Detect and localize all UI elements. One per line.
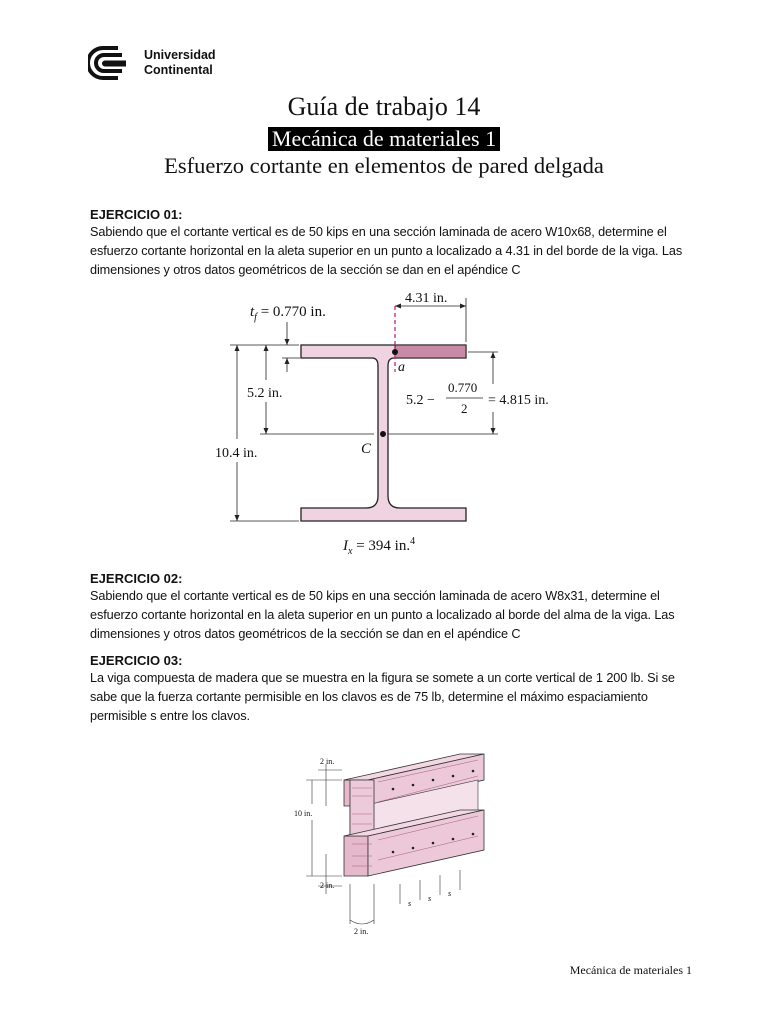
dim-bottom-label: 2 in. xyxy=(320,881,335,890)
tf-label: $t_f = 0.770$ in. xyxy=(250,304,326,323)
eq-numerator: 0.770 xyxy=(448,380,478,395)
exercise-2-text: Sabiendo que el cortante vertical es de 50 kips en una sección laminada de acero W8x31, determine el esfuerzo cortante horizontal en la aleta superior en un punto a localizado al borde del alma de la viga. Las dimensiones y otros datos geométricos de la sección se dan en el apéndice C xyxy=(90,589,675,641)
dim-top-label: 2 in. xyxy=(320,757,335,766)
exercise-3 xyxy=(90,652,696,726)
centroid-label: C xyxy=(361,441,372,457)
university-logo xyxy=(88,44,228,84)
wood-beam-figure xyxy=(288,744,488,940)
logo-line-1: Universidad xyxy=(144,48,216,62)
course-title: Mecánica de materiales 1 xyxy=(268,127,500,151)
spacing-s-3: s xyxy=(448,889,452,898)
eq-result: = 4.815 in. xyxy=(488,393,549,408)
dim-431-label: 4.31 in. xyxy=(405,291,448,306)
exercise-2-heading: EJERCICIO 02: xyxy=(90,571,183,586)
continental-logo-icon xyxy=(88,44,130,82)
spacing-s-1: s xyxy=(408,899,412,908)
exercise-1 xyxy=(90,206,696,280)
page-footer: Mecánica de materiales 1 xyxy=(569,963,692,977)
spacing-s-2: s xyxy=(428,894,432,903)
point-a-label: a xyxy=(398,360,405,375)
eq-denominator: 2 xyxy=(461,401,468,416)
page-title: Guía de trabajo 14 xyxy=(287,92,481,121)
exercise-2 xyxy=(90,570,696,644)
exercise-3-heading: EJERCICIO 03: xyxy=(90,653,183,668)
dim-104-label: 10.4 in. xyxy=(215,446,258,461)
exercise-1-heading: EJERCICIO 01: xyxy=(90,207,183,222)
logo-text xyxy=(144,48,216,78)
exercise-3-text: La viga compuesta de madera que se muestra en la figura se somete a un corte vertical de 1 200 lb. Si se sabe que la fuerza cortante permisible en los clavos es de 75 lb, determine el máximo espaciamiento permisible s entre los clavos. xyxy=(90,671,675,723)
dim-52-label: 5.2 in. xyxy=(247,386,283,401)
dim-width-label: 2 in. xyxy=(354,927,369,936)
logo-line-2: Continental xyxy=(144,63,213,77)
topic-title: Esfuerzo cortante en elementos de pared delgada xyxy=(164,153,604,178)
ix-label: $I_x = 394$ in.$^4$ xyxy=(343,536,416,557)
w-section-figure xyxy=(200,284,590,560)
exercise-1-text: Sabiendo que el cortante vertical es de 50 kips en una sección laminada de acero W10x68, determine el esfuerzo cortante horizontal en la aleta superior en un punto a localizado a 4.31 in del borde de la viga. Las dimensiones y otros datos geométricos de la sección se dan en el apéndice C xyxy=(90,225,683,277)
shaded-flange xyxy=(395,345,466,358)
eq-prefix: 5.2 − xyxy=(406,393,435,408)
dim-height-label: 10 in. xyxy=(294,809,313,818)
